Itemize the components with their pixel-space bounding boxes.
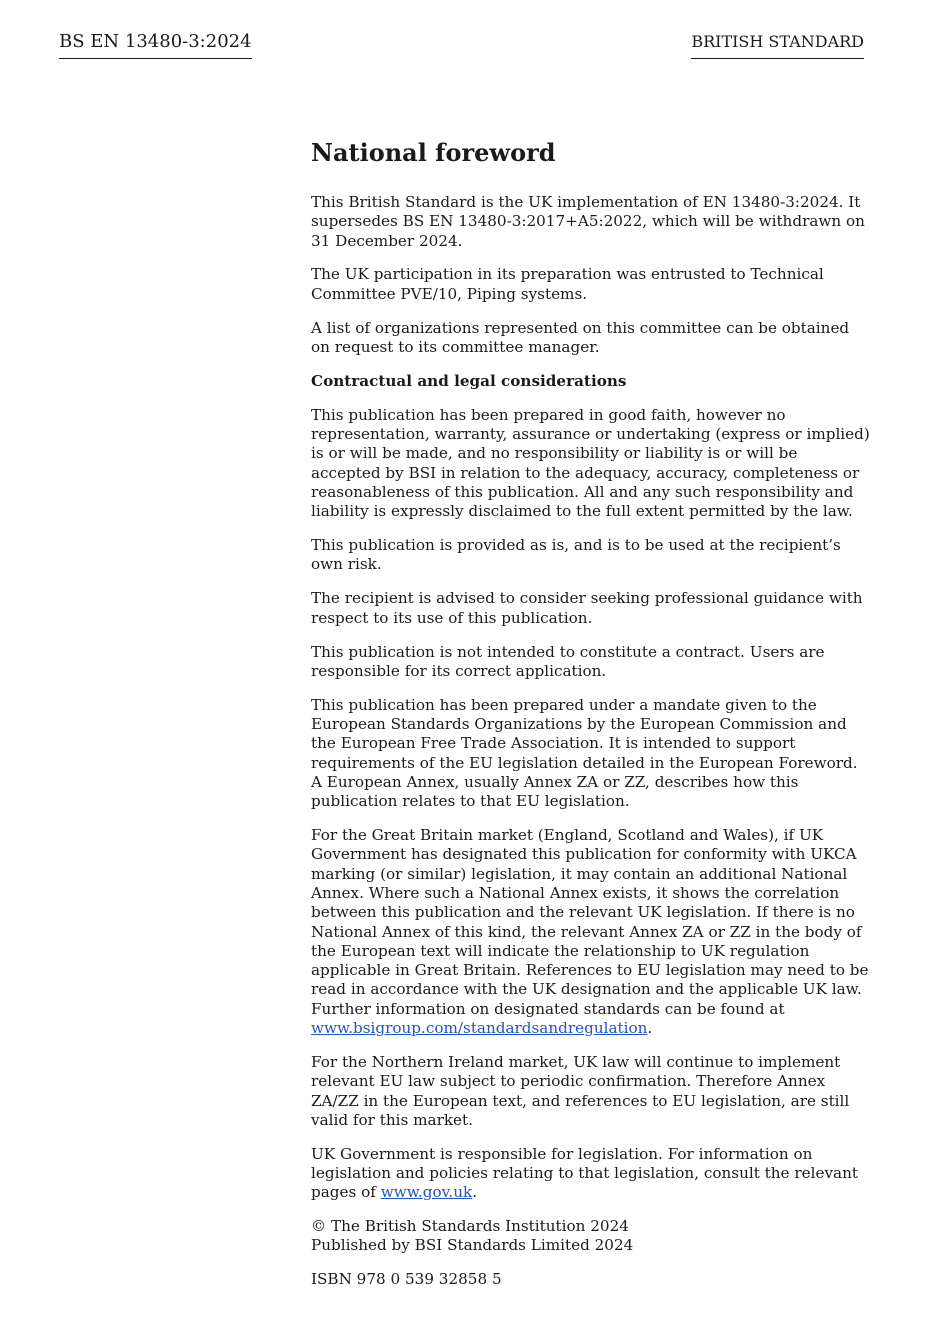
document-id: BS EN 13480-3:2024 (59, 31, 252, 59)
foreword-body (311, 138, 871, 1304)
paragraph-own-risk: This publication is provided as is, and is to be used at the recipient’s own risk. (311, 536, 841, 574)
copyright-block (311, 1217, 871, 1256)
sentence-end: . (647, 1019, 653, 1038)
paragraph-implementation: This British Standard is the UK implementation of EN 13480-3:2024. It supersedes BS EN 13480-3:2017+A5:2022, which will be withdrawn on 31 December 2024. (311, 193, 865, 250)
copyright-line: © The British Standards Institution 2024 (311, 1217, 629, 1236)
paragraph-organizations: A list of organizations represented on this committee can be obtained on request to its committee manager. (311, 318, 850, 356)
uk-government-text: UK Government is responsible for legislation. For information on legislation and policies relating to that legislation, consult the relevant pages of (311, 1144, 858, 1202)
section-subheading: Contractual and legal considerations (311, 371, 627, 390)
paragraph-contract: This publication is not intended to constitute a contract. Users are responsible for its correct application. (311, 642, 825, 680)
isbn: ISBN 978 0 539 32858 5 (311, 1270, 502, 1289)
paragraph-northern-ireland: For the Northern Ireland market, UK law will continue to implement relevant EU law subject to periodic confirmation. Therefore Annex ZA/ZZ in the European text, and references to EU legislation, are still valid for this market. (311, 1052, 850, 1129)
sentence-end: . (472, 1183, 478, 1202)
paragraph-mandate: This publication has been prepared under a mandate given to the European Standards Organizations by the European Commission and the European Free Trade Association. It is intended to support requirements of the EU legislation detailed in the European Foreword. A European Annex, usually Annex ZA or ZZ, describes how this publication relates to that EU legislation. (311, 695, 858, 811)
paragraph-guidance: The recipient is advised to consider seeking professional guidance with respect to its use of this publication. (311, 589, 863, 627)
gov-uk-link[interactable]: www.gov.uk (380, 1183, 473, 1202)
standard-label: BRITISH STANDARD (691, 31, 864, 59)
bsigroup-link[interactable]: www.bsigroup.com/standardsandregulation (311, 1019, 648, 1038)
paragraph-disclaimer: This publication has been prepared in good faith, however no representation, warranty, assurance or undertaking (express or implied) is or will be made, and no responsibility or liability is or will be accepted by BSI in relation to the adequacy, accuracy, completeness or reasonableness of this publication. All and any such responsibility and liability is expressly disclaimed to the full extent permitted by the law. (311, 405, 870, 521)
great-britain-text: For the Great Britain market (England, Scotland and Wales), if UK Government has designated this publication for conformity with UKCA marking (or similar) legislation, it may contain an additional National Annex. Where such a National Annex exists, it shows the correlation between this publication and the relevant UK legislation. If there is no National Annex of this kind, the relevant Annex ZA or ZZ in the body of the European text will indicate the relationship to UK regulation applicable in Great Britain. References to EU legislation may need to be read in accordance with the UK designation and the applicable UK law. Further information on designated standards can be found at (311, 826, 869, 1018)
paragraph-uk-government (311, 1145, 871, 1203)
page-title: National foreword (311, 138, 556, 167)
paragraph-committee: The UK participation in its preparation was entrusted to Technical Committee PVE/10, Piping systems. (311, 265, 824, 303)
paragraph-great-britain (311, 826, 871, 1038)
published-line: Published by BSI Standards Limited 2024 (311, 1236, 634, 1255)
